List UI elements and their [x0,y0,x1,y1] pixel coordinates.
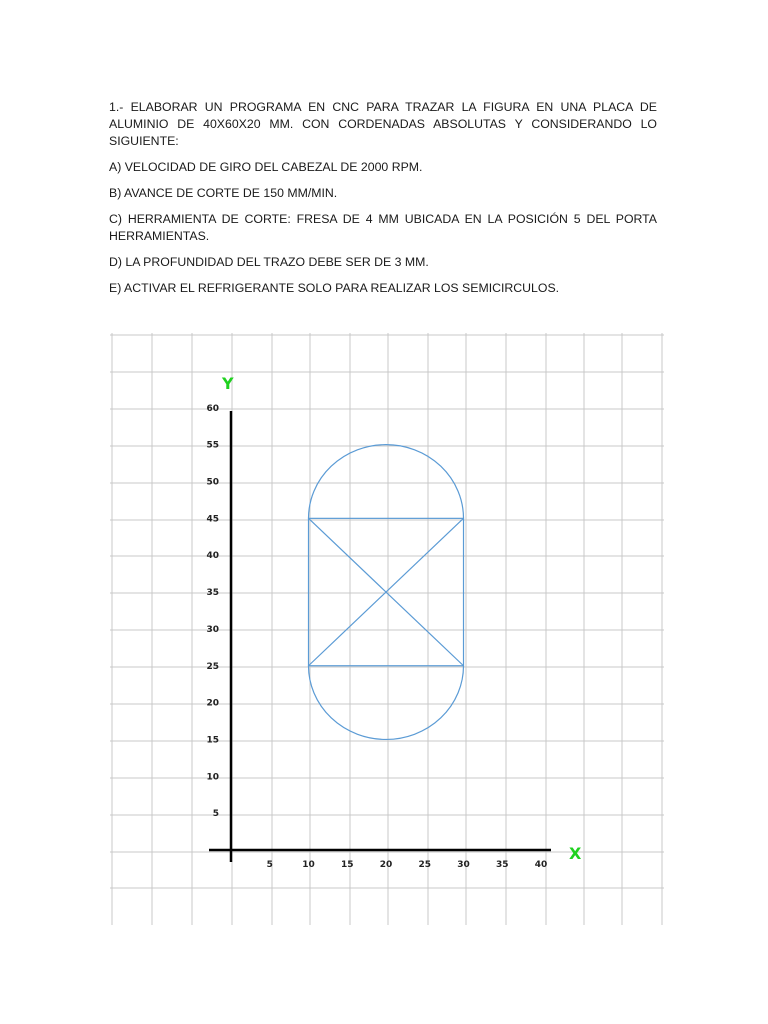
grid [110,333,664,925]
shape-bottom-semicircle [309,666,464,740]
y-tick-label: 40 [206,551,219,562]
x-tick-label: 25 [418,860,432,870]
x-tick-label: 5 [266,860,273,870]
x-tick-labels [267,860,548,870]
x-axis-title: X [569,844,582,863]
axes [209,374,582,863]
y-tick-label: 45 [206,514,219,525]
figure-shape [309,445,464,740]
x-tick-label: 15 [340,860,354,870]
problem-intro: 1.- ELABORAR UN PROGRAMA EN CNC PARA TRAZAR LA FIGURA EN UNA PLACA DE ALUMINIO DE 40X60X20 MM. CON CORDENADAS ABSOLUTAS Y CONSIDERANDO LO SIGUIENTE: [109,100,657,148]
y-axis-title: Y [222,374,234,393]
y-tick-labels [206,404,219,819]
x-tick-label: 40 [534,860,548,870]
x-tick-label: 30 [457,860,470,870]
y-tick-label: 30 [206,624,219,635]
y-tick-label: 35 [206,588,219,599]
requirement-a: A) VELOCIDAD DE GIRO DEL CABEZAL DE 2000 RPM. [109,160,423,174]
y-tick-label: 10 [206,772,219,783]
shape-top-semicircle [309,445,464,519]
y-tick-label: 50 [206,477,219,488]
y-tick-label: 5 [212,809,219,820]
y-tick-label: 55 [206,440,219,451]
requirement-b: B) AVANCE DE CORTE DE 150 MM/MIN. [109,186,338,200]
requirement-c: C) HERRAMIENTA DE CORTE: FRESA DE 4 MM UBICADA EN LA POSICIÓN 5 DEL PORTA HERRAMIENTAS. [109,212,657,243]
y-tick-label: 15 [206,735,219,746]
requirement-e: E) ACTIVAR EL REFRIGERANTE SOLO PARA REALIZAR LOS SEMICIRCULOS. [109,281,560,295]
x-tick-label: 20 [379,860,393,870]
y-tick-label: 20 [206,698,219,709]
x-tick-label: 10 [302,860,315,870]
y-tick-label: 25 [206,661,219,672]
y-tick-label: 60 [206,403,219,414]
x-tick-label: 35 [495,860,509,870]
requirement-d: D) LA PROFUNDIDAD DEL TRAZO DEBE SER DE 3 MM. [109,255,429,269]
